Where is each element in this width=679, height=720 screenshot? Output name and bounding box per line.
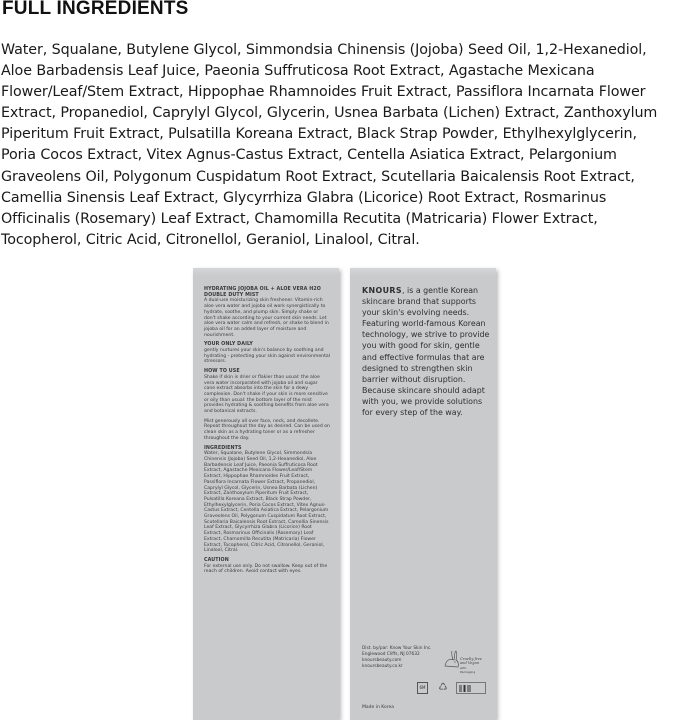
barcode-icon	[456, 682, 486, 694]
cruelty-free-label	[460, 657, 482, 665]
product-box-left-panel	[193, 268, 339, 720]
brand-name: KNOURS	[362, 286, 402, 295]
packaging-line-2: Packaging	[460, 669, 476, 674]
made-in-label: Made in Korea	[362, 705, 394, 710]
brand-description	[362, 285, 490, 418]
distributor-line-2: Englewood Cliffs, NJ 07632	[362, 652, 420, 658]
ingredients-line: Piperitum Fruit Extract, Pulsatilla Koreana Extract, Black Strap Powder, Ethylhexylglycerin,	[1, 126, 637, 143]
cruelty-free-line-1: Cruelty free	[460, 657, 482, 661]
ingredients-line: Flower/Leaf/Stem Extract, Hippophae Rhamnoides Fruit Extract, Passiflora Incarnata Flower	[1, 84, 646, 101]
box-howto-heading: HOW TO USE	[204, 369, 240, 375]
box-howto-text: Shake if skin is drier or flakier than usual: the aloe vera water incorporated with jojoba oil and sugar cane extract absorbs into the skin for a dewy complexion. Don't shake if your skin is more sensitive or oily than usual: the bottom layer of the mist provides hydrating & soothing benefits from aloe vera and botanical extracts.	[204, 374, 329, 415]
box-title-line-2: DOUBLE DUTY MIST	[204, 292, 259, 298]
cruelty-free-line-2: and Vegan	[460, 661, 480, 666]
box-ingredients-heading: INGREDIENTS	[204, 445, 242, 451]
box-intro: A dual-use moisturizing skin freshener. Vitamin-rich aloe vera water and jojoba oil work synergistically to hydrate, soothe, and plump skin. Simply shake or don't shake according to your current skin needs. Let aloe vera water calm and refresh, or shake to blend in jojoba oil for an added layer of moisture and nourishment.	[204, 298, 329, 338]
ingredients-line: Poria Cocos Extract, Vitex Agnus-Castus Extract, Centella Asiatica Extract, Pelargonium	[1, 147, 617, 164]
ingredients-line: Tocopherol, Citric Acid, Citronellol, Geraniol, Linalool, Citral.	[1, 231, 420, 248]
brand-description-text: , is a gentle Korean skincare brand that supports your skin's evolving needs. Featuring world-famous Korean technology, we strive to provide you with good for skin, gentle and effective formulas that are designed to strengthen skin barrier without disruption. Because skincare should adapt with you, we provide solutions for every step of the way.	[362, 286, 490, 418]
distributor-line-1: Dist. by/par: Know Your Skin Inc.	[362, 646, 432, 651]
barcode-bars	[459, 685, 471, 692]
box-apply-text: Mist generously all over face, neck, and decollete. Repeat throughout the day as desired. Can be used on clean skin as a hydrating toner or as a refresher throughout the day.	[204, 418, 330, 441]
box-ingredients-text: Water, Squalane, Butylene Glycol, Simmondsia Chinensis (Jojoba) Seed Oil, 1,2-Hexanediol, Aloe Barbadensis Leaf Juice, Paeonia Suffruticosa Root Extract, Agastache Mexicana Flower/Leaf/Stem Extract, Hippophae Rhamnoides Fruit Extract, Passiflora Incarnata Flower Extract, Propanediol, Caprylyl Glycol, Glycerin, Usnea Barbata (Lichen) Extract, Zanthoxylum Piperitum Fruit Extract, Pulsatilla Koreana Extract, Black Strap Powder, Ethylhexylglycerin, Poria Cocos Extract, Vitex Agnus-Castus Extract, Centella Asiatica Extract, Pelargonium Graveolens Oil, Polygonum Cuspidatum Root Extract, Scutellaria Baicalensis Root Extract, Camellia Sinensis Leaf Extract, Glycyrrhiza Glabra (Licorice) Root Extract, Rosmarinus Officinalis (Rosemary) Leaf Extract, Chamomilla Recutita (Matricaria) Flower Extract, Tocopherol, Citric Acid, Citronellol, Geraniol, Linalool, Citral.	[204, 451, 329, 554]
ingredients-line: Camellia Sinensis Leaf Extract, Glycyrrhiza Glabra (Licorice) Root Extract, Rosmarinus	[1, 189, 607, 206]
website-2: knoursbeauty.co.kr	[362, 664, 403, 670]
page-title: FULL INGREDIENTS	[2, 0, 189, 19]
box-left-text	[204, 287, 330, 579]
box-caution-text: For external use only. Do not swallow. Keep out of the reach of children. Avoid contact with eyes.	[204, 563, 328, 575]
ingredients-list	[1, 40, 677, 251]
box-caution-heading: CAUTION	[204, 557, 229, 563]
website-1: knoursbeauty.com	[362, 658, 402, 664]
ingredients-line: Graveolens Oil, Polygonum Cuspidatum Root Extract, Scutellaria Baicalensis Root Extract,	[1, 168, 635, 185]
box-title-line-1: HYDRATING JOJOBA OIL + ALOE VERA H2O	[204, 287, 321, 292]
box-daily-heading: YOUR ONLY DAILY	[204, 342, 253, 348]
product-box-right-panel	[350, 268, 496, 720]
packaging-line-1: with	[460, 666, 467, 670]
box-daily-text: gently nurtures your skin's balance by soothing and hydrating - protecting your skin against environmental stressors.	[204, 348, 330, 365]
ingredients-line: Water, Squalane, Butylene Glycol, Simmondsia Chinensis (Jojoba) Seed Oil, 1,2-Hexanediol,	[1, 42, 647, 58]
ingredients-line: Officinalis (Rosemary) Leaf Extract, Chamomilla Recutita (Matricaria) Flower Extract,	[1, 210, 598, 227]
packaging-label	[460, 667, 475, 674]
recycle-icon: ♺	[438, 682, 448, 693]
ingredients-line: Aloe Barbadensis Leaf Juice, Paeonia Suffruticosa Root Extract, Agastache Mexicana	[1, 63, 595, 80]
pao-jar-icon: 6M	[417, 682, 428, 694]
ingredients-line: Extract, Propanediol, Caprylyl Glycol, Glycerin, Usnea Barbata (Lichen) Extract, Zanthoxylum	[1, 105, 658, 122]
